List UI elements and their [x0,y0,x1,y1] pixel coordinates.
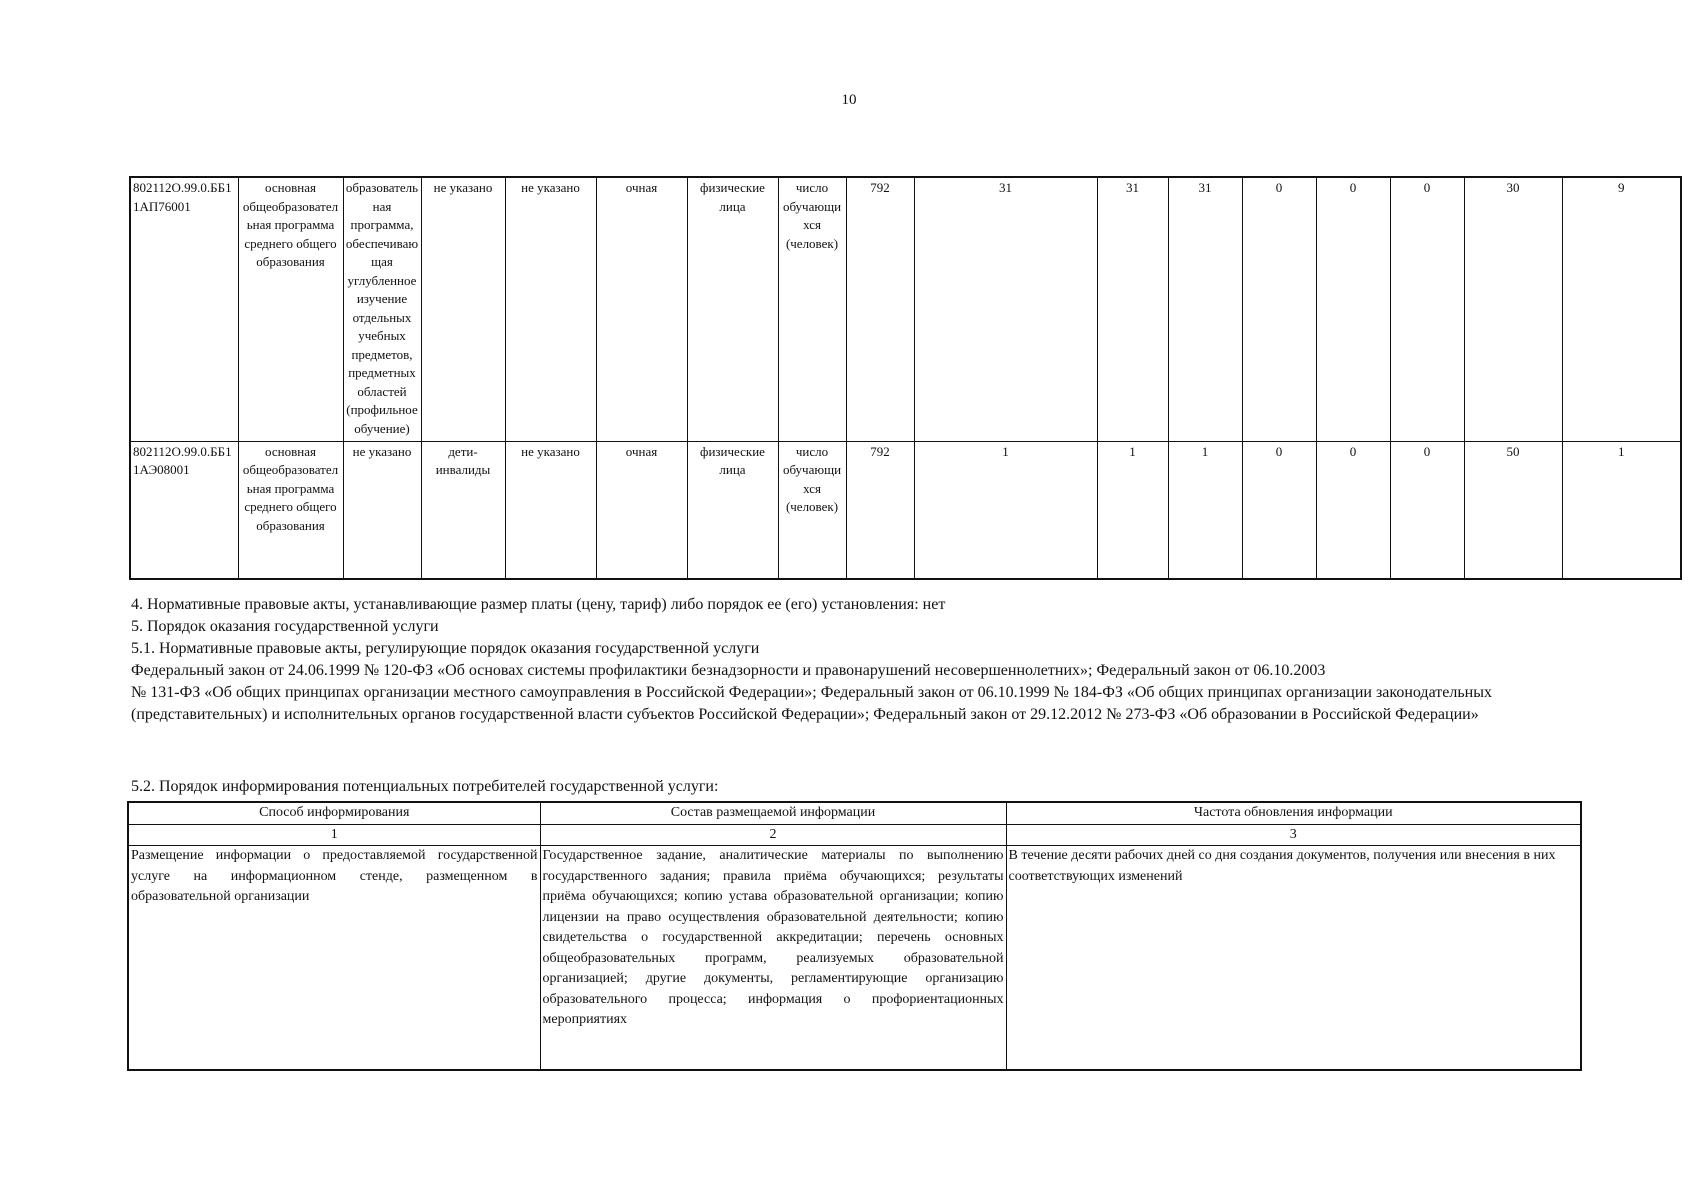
informing-method: Размещение информации о предоставляемой государственной услуге на информационном стенде, размещенном в образовательной организации [128,846,540,1070]
regulations-section [131,594,1581,726]
informing-content: Государственное задание, аналитические материалы по выполнению государственного задания; правила приёма обучающихся; результаты приёма обучающихся; копию устава образовательной организации; копию лицензии на право осуществления образовательной деятельности; копию свидетельства о государственной аккредитации; перечень основных общеобразовательных программ, реализуемых образовательной организацией; другие документы, регламентирующие организацию образовательного процесса; информация о профориентационных мероприятиях [540,846,1006,1070]
okei-code: 792 [846,441,914,579]
informing-table [127,801,1582,1071]
indicator-name: число обучающихся (человек) [778,177,846,441]
allowed-deviation: 1 [1562,441,1681,579]
paragraph-5-2: 5.2. Порядок информирования потенциальных потребителей государственной услуги: [131,778,719,795]
education-form: очная [596,177,687,441]
consumers: физические лица [687,441,778,579]
price-year-1: 0 [1242,441,1316,579]
laws-text: № 131-ФЗ «Об общих принципах организации местного самоуправления в Российской Федерации»; Федеральный закон от 06.10.1999 № 184-ФЗ «Об общих принципах организации законодательных (представительных) и исполнительных органов государственной власти субъектов Российской Федерации»; Федеральный закон от 29.12.2012 № 273-ФЗ «Об образовании в Российской Федерации» [131,684,1492,723]
value-year-3: 1 [1168,441,1242,579]
table-row [130,441,1681,579]
service-place: не указано [505,177,596,441]
allowed-deviation: 9 [1562,177,1681,441]
consumer-category: не указано [421,177,505,441]
consumer-category: дети-инвалиды [421,441,505,579]
column-number-row [128,824,1581,846]
price-year-1: 0 [1242,177,1316,441]
program-type: не указано [343,441,421,579]
laws-line-1: Федеральный закон от 24.06.1999 № 120-ФЗ «Об основах системы профилактики безнадзорности и правонарушений несовершеннолетних»; Федеральный закон от 06.10.2003 [131,662,1326,679]
column-number: 3 [1006,824,1581,846]
registry-code: 802112О.99.0.ББ11АЭ08001 [130,441,238,579]
update-frequency: В течение десяти рабочих дней со дня создания документов, получения или внесения в них соответствующих изменений [1006,846,1581,1070]
column-header: Способ информирования [128,802,540,824]
price-year-3: 0 [1390,441,1464,579]
program-name: основная общеобразовательная программа среднего общего образования [238,441,343,579]
table-header-row [128,802,1581,824]
average-fee: 50 [1464,441,1562,579]
value-year-1: 31 [914,177,1097,441]
paragraph-5-1: 5.1. Нормативные правовые акты, регулирующие порядок оказания государственной услуги [131,640,760,657]
consumers: физические лица [687,177,778,441]
value-year-2: 1 [1097,441,1168,579]
program-name: основная общеобразовательная программа среднего общего образования [238,177,343,441]
service-volume-table [129,176,1682,580]
price-year-2: 0 [1316,441,1390,579]
average-fee: 30 [1464,177,1562,441]
table-row [128,846,1581,1070]
table-row [130,177,1681,441]
education-form: очная [596,441,687,579]
okei-code: 792 [846,177,914,441]
indicator-name: число обучающихся (человек) [778,441,846,579]
column-number: 1 [128,824,540,846]
price-year-2: 0 [1316,177,1390,441]
value-year-1: 1 [914,441,1097,579]
program-type: образовательная программа, обеспечивающая углубленное изучение отдельных учебных предметов, предметных областей (профильное обучение) [343,177,421,441]
paragraph-4: 4. Нормативные правовые акты, устанавливающие размер платы (цену, тариф) либо порядок ее (его) установления: нет [131,596,946,613]
service-place: не указано [505,441,596,579]
registry-code: 802112О.99.0.ББ11АП76001 [130,177,238,441]
value-year-2: 31 [1097,177,1168,441]
value-year-3: 31 [1168,177,1242,441]
column-header: Частота обновления информации [1006,802,1581,824]
column-header: Состав размещаемой информации [540,802,1006,824]
page-number: 10 [841,92,857,108]
paragraph-5: 5. Порядок оказания государственной услуги [131,618,439,635]
price-year-3: 0 [1390,177,1464,441]
column-number: 2 [540,824,1006,846]
